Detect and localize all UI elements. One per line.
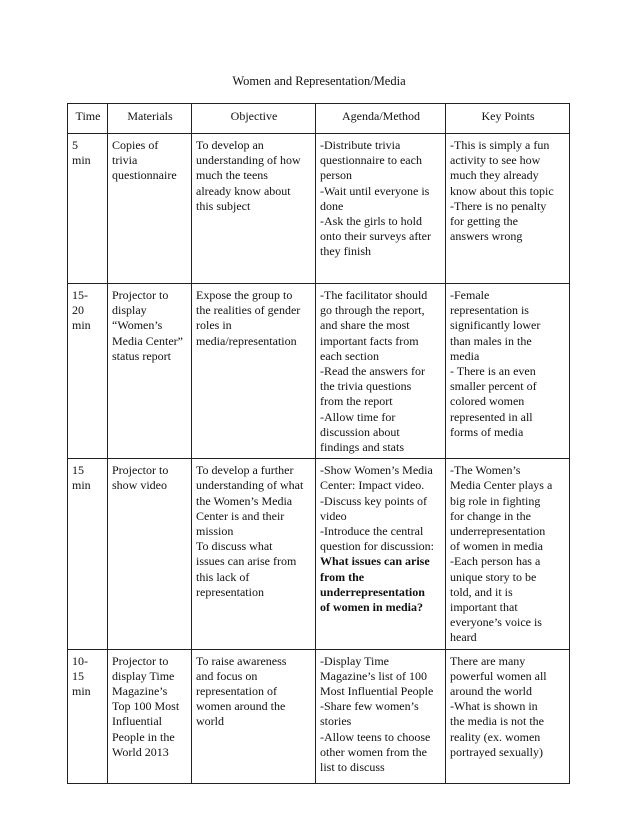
cell-line: important facts from bbox=[320, 333, 419, 348]
cell-line: representation bbox=[196, 584, 264, 599]
objective-cell bbox=[192, 284, 316, 459]
cell-line: the media is not the bbox=[450, 714, 544, 729]
key-points-cell bbox=[446, 284, 570, 459]
cell-line: Copies of bbox=[112, 138, 159, 152]
cell-line: There are many bbox=[450, 653, 526, 668]
cell-line: underrepresentation bbox=[450, 524, 546, 539]
table-body bbox=[68, 134, 570, 784]
lesson-plan-table bbox=[67, 103, 570, 784]
cell-line: What issues can arise bbox=[320, 554, 430, 569]
cell-line: answers wrong bbox=[450, 229, 523, 244]
cell-line: they finish bbox=[320, 244, 371, 259]
materials-cell bbox=[108, 134, 192, 284]
cell-line: -Read the answers for bbox=[320, 364, 425, 379]
cell-line: To develop an bbox=[196, 138, 264, 152]
objective-cell bbox=[192, 649, 316, 783]
cell-line: -The Women’s bbox=[450, 463, 521, 478]
cell-line: smaller percent of bbox=[450, 379, 537, 394]
cell-line: each section bbox=[320, 348, 379, 363]
cell-line: 15 bbox=[72, 463, 84, 478]
cell-line: the realities of gender bbox=[196, 303, 301, 318]
cell-line: People in the bbox=[112, 729, 175, 744]
cell-line: big role in fighting bbox=[450, 493, 541, 508]
agenda-method-cell bbox=[316, 284, 446, 459]
cell-line: than males in the bbox=[450, 333, 532, 348]
key-points-cell bbox=[446, 459, 570, 649]
cell-line: powerful women all bbox=[450, 668, 547, 683]
cell-line: To discuss what bbox=[196, 539, 273, 554]
cell-line: -Allow time for bbox=[320, 409, 396, 424]
cell-line: questionnaire bbox=[112, 168, 177, 183]
cell-line: issues can arise from bbox=[196, 554, 297, 569]
cell-line: Magazine’s bbox=[112, 684, 168, 699]
agenda-method-cell bbox=[316, 459, 446, 649]
cell-line: represented in all bbox=[450, 409, 533, 424]
cell-line: already know about bbox=[196, 183, 291, 198]
cell-line: 15 bbox=[72, 668, 84, 683]
cell-line: activity to see how bbox=[450, 153, 541, 168]
cell-line: min bbox=[72, 153, 91, 168]
cell-line: significantly lower bbox=[450, 318, 541, 333]
cell-line: representation of bbox=[196, 684, 277, 699]
cell-line: of women in media? bbox=[320, 600, 423, 615]
cell-line: colored women bbox=[450, 394, 525, 409]
time-cell bbox=[68, 134, 108, 284]
cell-line: Center: Impact video. bbox=[320, 478, 425, 493]
cell-line: trivia bbox=[112, 153, 138, 168]
cell-line: 5 bbox=[72, 138, 78, 152]
header-agenda-method: Agenda/Method bbox=[316, 104, 446, 134]
cell-line: person bbox=[320, 168, 352, 183]
cell-line: mission bbox=[196, 524, 234, 539]
header-objective: Objective bbox=[192, 104, 316, 134]
header-key-points: Key Points bbox=[446, 104, 570, 134]
objective-cell bbox=[192, 459, 316, 649]
cell-line: the Women’s Media bbox=[196, 493, 293, 508]
cell-line: Influential bbox=[112, 714, 162, 729]
cell-line: -Ask the girls to hold bbox=[320, 214, 422, 229]
header-time: Time bbox=[68, 104, 108, 134]
cell-line: 15- bbox=[72, 288, 88, 302]
cell-line: World 2013 bbox=[112, 744, 169, 759]
cell-line: Projector to bbox=[112, 463, 169, 478]
cell-line: told, and it is bbox=[450, 584, 513, 599]
header-materials: Materials bbox=[108, 104, 192, 134]
cell-line: unique story to be bbox=[450, 569, 537, 584]
table-row bbox=[68, 134, 570, 284]
materials-cell bbox=[108, 284, 192, 459]
cell-line: list to discuss bbox=[320, 760, 385, 775]
cell-line: video bbox=[320, 508, 347, 523]
cell-line: 10- bbox=[72, 653, 88, 668]
cell-line: -Female bbox=[450, 288, 490, 302]
cell-line: of women in media bbox=[450, 539, 543, 554]
cell-line: Most Influential People bbox=[320, 684, 434, 699]
cell-line: reality (ex. women bbox=[450, 729, 541, 744]
cell-line: min bbox=[72, 318, 91, 333]
cell-line: Media Center plays a bbox=[450, 478, 553, 493]
cell-line: -The facilitator should bbox=[320, 288, 428, 302]
cell-line: for getting the bbox=[450, 214, 518, 229]
cell-line: portrayed sexually) bbox=[450, 744, 543, 759]
cell-line: this lack of bbox=[196, 569, 250, 584]
cell-line: -Introduce the central bbox=[320, 524, 424, 539]
cell-line: from the bbox=[320, 569, 365, 584]
cell-line: -Discuss key points of bbox=[320, 493, 427, 508]
cell-line: world bbox=[196, 714, 224, 729]
cell-line: Media Center” bbox=[112, 333, 183, 348]
cell-line: “Women’s bbox=[112, 318, 163, 333]
cell-line: - There is an even bbox=[450, 364, 536, 379]
cell-line: women around the bbox=[196, 699, 286, 714]
cell-line: -Distribute trivia bbox=[320, 138, 401, 152]
cell-line: -There is no penalty bbox=[450, 198, 547, 213]
cell-line: 20 bbox=[72, 303, 84, 318]
cell-line: underrepresentation bbox=[320, 584, 425, 599]
table-row bbox=[68, 649, 570, 783]
cell-line: Top 100 Most bbox=[112, 699, 180, 714]
cell-line: Magazine’s list of 100 bbox=[320, 668, 427, 683]
cell-line: -Allow teens to choose bbox=[320, 729, 431, 744]
cell-line: this subject bbox=[196, 198, 251, 213]
cell-line: findings and stats bbox=[320, 440, 404, 455]
materials-cell bbox=[108, 459, 192, 649]
objective-cell bbox=[192, 134, 316, 284]
cell-line: -Wait until everyone is bbox=[320, 183, 430, 198]
cell-line: -This is simply a fun bbox=[450, 138, 550, 152]
key-points-cell bbox=[446, 649, 570, 783]
cell-line: onto their surveys after bbox=[320, 229, 431, 244]
cell-line: -Each person has a bbox=[450, 554, 541, 569]
cell-line: much they already bbox=[450, 168, 539, 183]
cell-line: -Share few women’s bbox=[320, 699, 419, 714]
cell-line: the trivia questions bbox=[320, 379, 412, 394]
cell-line: everyone’s voice is bbox=[450, 615, 542, 630]
cell-line: heard bbox=[450, 630, 477, 645]
agenda-method-cell bbox=[316, 134, 446, 284]
cell-line: other women from the bbox=[320, 744, 427, 759]
cell-line: important that bbox=[450, 600, 518, 615]
key-points-cell bbox=[446, 134, 570, 284]
time-cell bbox=[68, 649, 108, 783]
agenda-method-cell bbox=[316, 649, 446, 783]
time-cell bbox=[68, 459, 108, 649]
cell-line: from the report bbox=[320, 394, 393, 409]
cell-line: understanding of what bbox=[196, 478, 304, 493]
materials-cell bbox=[108, 649, 192, 783]
cell-line: -Display Time bbox=[320, 653, 390, 668]
cell-line: done bbox=[320, 198, 344, 213]
cell-line: media bbox=[450, 348, 480, 363]
cell-line: min bbox=[72, 684, 91, 699]
cell-line: questionnaire to each bbox=[320, 153, 422, 168]
cell-line: -What is shown in bbox=[450, 699, 538, 714]
cell-line: display bbox=[112, 303, 147, 318]
cell-line: status report bbox=[112, 348, 171, 363]
time-cell bbox=[68, 284, 108, 459]
cell-line: understanding of how bbox=[196, 153, 301, 168]
table-row bbox=[68, 284, 570, 459]
cell-line: representation is bbox=[450, 303, 529, 318]
cell-line: around the world bbox=[450, 684, 532, 699]
cell-line: discussion about bbox=[320, 424, 400, 439]
cell-line: go through the report, bbox=[320, 303, 425, 318]
cell-line: show video bbox=[112, 478, 167, 493]
cell-line: Expose the group to bbox=[196, 288, 293, 302]
cell-line: much the teens bbox=[196, 168, 268, 183]
cell-line: question for discussion: bbox=[320, 539, 434, 554]
cell-line: and share the most bbox=[320, 318, 410, 333]
cell-line: know about this topic bbox=[450, 183, 554, 198]
cell-line: Projector to bbox=[112, 288, 169, 302]
cell-line: Center is and their bbox=[196, 508, 285, 523]
cell-line: display Time bbox=[112, 668, 175, 683]
cell-line: for change in the bbox=[450, 508, 531, 523]
cell-line: forms of media bbox=[450, 424, 524, 439]
cell-line: and focus on bbox=[196, 668, 258, 683]
cell-line: roles in bbox=[196, 318, 232, 333]
cell-line: Projector to bbox=[112, 653, 169, 668]
cell-line: -Show Women’s Media bbox=[320, 463, 433, 478]
cell-line: To raise awareness bbox=[196, 653, 287, 668]
cell-line: To develop a further bbox=[196, 463, 294, 478]
header-row bbox=[68, 104, 570, 134]
cell-line: stories bbox=[320, 714, 352, 729]
document-title: Women and Representation/Media bbox=[232, 74, 406, 88]
cell-line: media/representation bbox=[196, 333, 297, 348]
table-row bbox=[68, 459, 570, 649]
cell-line: min bbox=[72, 478, 91, 493]
